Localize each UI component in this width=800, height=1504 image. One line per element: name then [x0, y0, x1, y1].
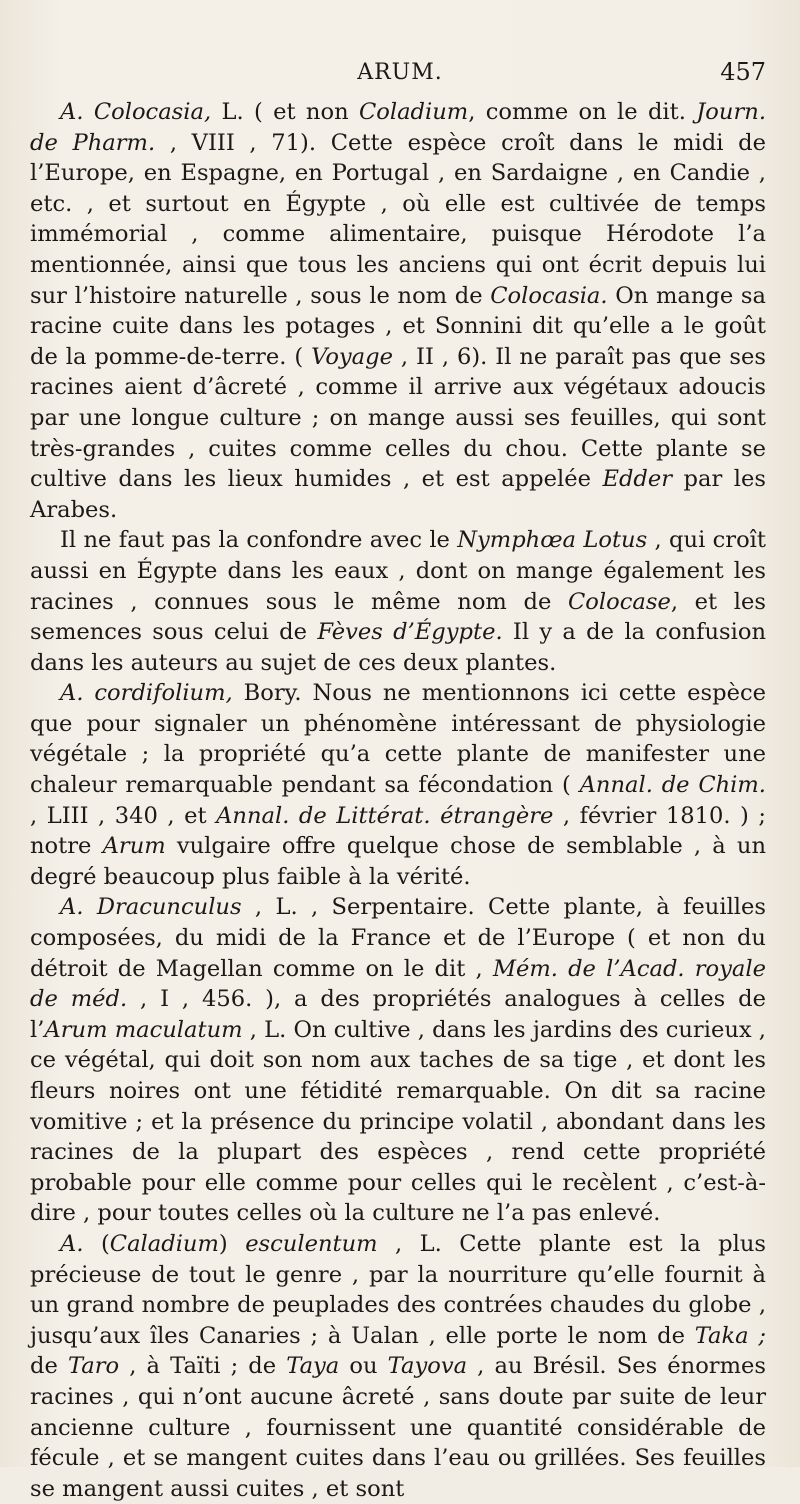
- text-run: , L. Cette plante est la plus précieuse de tout le genre , par la nourriture qu’elle fournit à un grand nombre de peuplades des contrées chaudes du globe , jusqu’aux îles Canaries ; à Ualan , elle porte le nom de: [30, 1230, 767, 1349]
- italic-text-run: Colocasia.: [490, 282, 608, 309]
- text-run: (: [83, 1230, 110, 1257]
- text-run: vulgaire offre quelque chose de semblable , à un degré beaucoup plus faible à la vérité.: [30, 833, 766, 890]
- italic-text-run: Taya: [286, 1353, 340, 1380]
- running-head: [0, 56, 800, 96]
- italic-text-run: Fèves d’Égypte.: [317, 619, 503, 646]
- text-run: ou: [339, 1353, 388, 1380]
- italic-text-run: Caladium: [109, 1230, 219, 1257]
- text-run: , LIII , 340 , et: [30, 802, 217, 829]
- text-run: , I , 456. ), a des propriétés analogues à celles de l’: [30, 986, 766, 1043]
- italic-text-run: Colocase: [568, 588, 671, 615]
- italic-text-run: Nymphœa Lotus: [457, 527, 648, 554]
- italic-text-run: Mém. de l’Acad. royale de méd.: [30, 955, 766, 1013]
- text-run: L. ( et non: [211, 99, 359, 125]
- italic-text-run: Annal. de Littérat. étrangère: [216, 802, 554, 829]
- italic-text-run: A.: [60, 1230, 84, 1257]
- text-run: On mange sa racine cuite dans les potages , et Sonnini dit qu’elle a le goût de la pomme-de-terre. (: [30, 282, 766, 370]
- text-run: , VIII , 71). Cette espèce croît dans le midi de l’Europe, en Espagne, en Portugal , en Sardaigne , en Candie , etc. , et surtout en Égypte , où elle est cultivée de temps immémorial , comme alimentaire, puisque Hérodote l’a mentionnée, ainsi que tous les anciens qui ont écrit depuis lui sur l’histoire naturelle , sous le nom de: [30, 129, 766, 309]
- italic-text-run: A. Dracunculus: [60, 894, 242, 921]
- running-title: ARUM.: [357, 60, 443, 85]
- text-run: , II , 6). Il ne paraît pas que ses racines aient d’âcreté , comme il arrive aux végétaux adoucis par une longue culture ; on mange aussi ses feuilles, qui sont très-grandes , cuites comme celles du chou. Cette plante se cultive dans les lieux humides , et est appelée: [30, 343, 766, 493]
- paragraph-dracunculus: [30, 892, 766, 1229]
- text-body: [30, 97, 766, 1504]
- page-number: 457: [720, 58, 766, 86]
- italic-text-run: Journ. de Pharm.: [30, 99, 766, 156]
- italic-text-run: Taro: [67, 1353, 120, 1380]
- text-run: Bory. Nous ne mentionnons ici cette espèce que pour signaler un phénomène intéressant de physiologie végétale ; la propriété qu’a cette plante de manifester une chaleur remarquable pendant sa fécondation (: [30, 680, 766, 799]
- italic-text-run: Coladium: [358, 99, 469, 125]
- italic-text-run: Voyage: [311, 343, 393, 370]
- text-run: , au Brésil. Ses énormes racines , qui n’ont aucune âcreté , sans doute par suite de leur ancienne culture , fournissent une quantité considérable de fécule , et se mangent cuites dans l’eau ou grillées. Ses feuilles se mangent aussi cuites , et sont: [30, 1353, 766, 1502]
- italic-text-run: Annal. de Chim.: [579, 772, 766, 799]
- text-run: , février 1810. ) ; notre: [30, 802, 766, 860]
- text-run: ): [218, 1230, 246, 1257]
- text-run: Il y a de la confusion dans les auteurs au sujet de ces deux plantes.: [30, 619, 767, 676]
- paragraph-cordifolium: [30, 678, 766, 892]
- text-run: , à Taïti ; de: [119, 1353, 287, 1380]
- italic-text-run: Arum maculatum: [44, 1016, 243, 1043]
- text-run: , et les semences sous celui de: [30, 588, 766, 646]
- paragraph-colocasia: [30, 97, 766, 525]
- italic-text-run: A. Colocasia,: [60, 99, 212, 125]
- italic-text-run: Arum: [102, 833, 166, 860]
- text-run: , comme on le dit.: [468, 99, 697, 125]
- text-run: Il ne faut pas la confondre avec le: [60, 527, 458, 554]
- italic-text-run: A. cordifolium,: [60, 680, 233, 707]
- text-run: , L. , Serpentaire. Cette plante, à feuilles composées, du midi de la France et de l’Europe ( et non du détroit de Magellan comme on le dit ,: [30, 894, 766, 982]
- text-run: , L. On cultive , dans les jardins des curieux , ce végétal, qui doit son nom aux taches de sa tige , et dont les fleurs noires ont une fétidité remarquable. On dit sa racine vomitive ; et la présence du principe volatil , abondant dans les racines de la plupart des espèces , rend cette propriété probable pour elle comme pour celles qui le recèlent , c’est-à-dire , pour toutes celles où la culture ne l’a pas enlevé.: [30, 1016, 766, 1227]
- italic-text-run: Tayova: [387, 1353, 468, 1380]
- italic-text-run: Taka ;: [694, 1322, 766, 1349]
- italic-text-run: esculentum: [245, 1230, 378, 1257]
- italic-text-run: Edder: [602, 466, 673, 493]
- text-run: , qui croît aussi en Égypte dans les eaux , dont on mange également les racines , connues sous le même nom de: [30, 527, 766, 615]
- paragraph-esculentum: [30, 1229, 766, 1504]
- text-run: par les Arabes.: [30, 466, 766, 523]
- text-run: de: [30, 1353, 68, 1380]
- paragraph-nymphaea: [30, 525, 766, 678]
